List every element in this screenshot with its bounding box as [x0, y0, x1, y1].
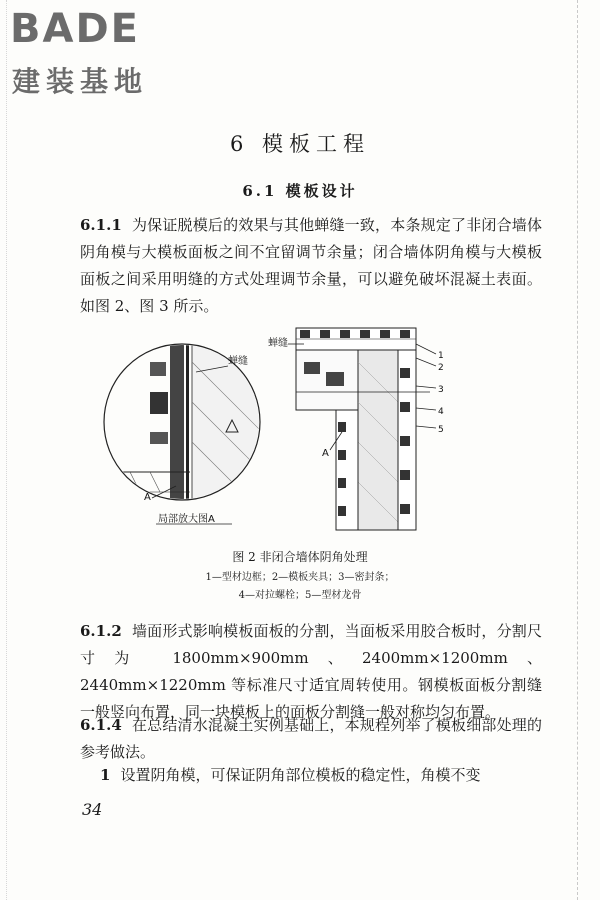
paragraph-6-1-1	[80, 212, 542, 320]
figure-legend-line1: 1—型材边框；2—模板夹具；3—密封条；	[205, 572, 395, 583]
detail-label-a: A	[144, 492, 151, 503]
callout-3: 3	[438, 385, 444, 395]
plan-label-a: A	[322, 448, 329, 459]
paragraph-text: 为保证脱模后的效果与其他蝉缝一致，本条规定了非闭合墙体阴角模与大模板面板之间不宜留调节余量；闭合墙体阴角模与大模板面板之间采用明缝的方式处理调节余量，可以避免破坏混凝土表面。如图 2、图 3 所示。	[80, 216, 542, 315]
figure-2	[100, 322, 460, 542]
callout-1: 1	[438, 351, 444, 361]
logo-brand: BADE	[10, 6, 140, 52]
logo-subtitle: 建装基地	[12, 65, 149, 98]
paragraph-6-1-4	[80, 712, 542, 766]
detail-label-chanfeng: 蝉缝	[228, 356, 248, 367]
section-title: 6.1 模板设计	[242, 182, 358, 200]
detail-caption: 局部放大图A	[158, 514, 215, 525]
plan-label-chanfeng: 蝉缝	[268, 338, 288, 349]
callout-2: 2	[438, 363, 444, 373]
clause-number: 6.1.4	[80, 716, 122, 734]
paragraph-text: 设置阴角模，可保证阴角部位模板的稳定性，角模不变	[120, 766, 481, 784]
paragraph-item-1	[80, 762, 542, 789]
figure-caption: 图 2 非闭合墙体阴角处理	[232, 550, 368, 564]
clause-number: 6.1.2	[80, 622, 122, 640]
page-number: 34	[82, 800, 103, 819]
chapter-title: 6 模板工程	[229, 132, 371, 156]
callout-5: 5	[438, 425, 444, 435]
callout-4: 4	[438, 407, 444, 417]
paragraph-text: 墙面形式影响模板面板的分割，当面板采用胶合板时，分割尺寸为 1800mm×900mm、2400mm×1200mm、2440mm×1220mm 等标准尺寸适宜周转使用。钢模板面板分割缝一般竖向布置，同一块模板上的面板分割缝一般对称均匀布置。	[80, 622, 542, 721]
item-number: 1	[100, 766, 111, 784]
clause-number: 6.1.1	[80, 216, 122, 234]
paragraph-text: 在总结清水混凝土实例基础上，本规程列举了模板细部处理的参考做法。	[80, 716, 542, 761]
logo	[8, 6, 178, 98]
detail-view-a	[104, 342, 272, 525]
plan-view	[268, 328, 444, 530]
paragraph-6-1-2	[80, 618, 542, 726]
figure-legend-line2: 4—对拉螺栓；5—型材龙骨	[238, 590, 362, 601]
